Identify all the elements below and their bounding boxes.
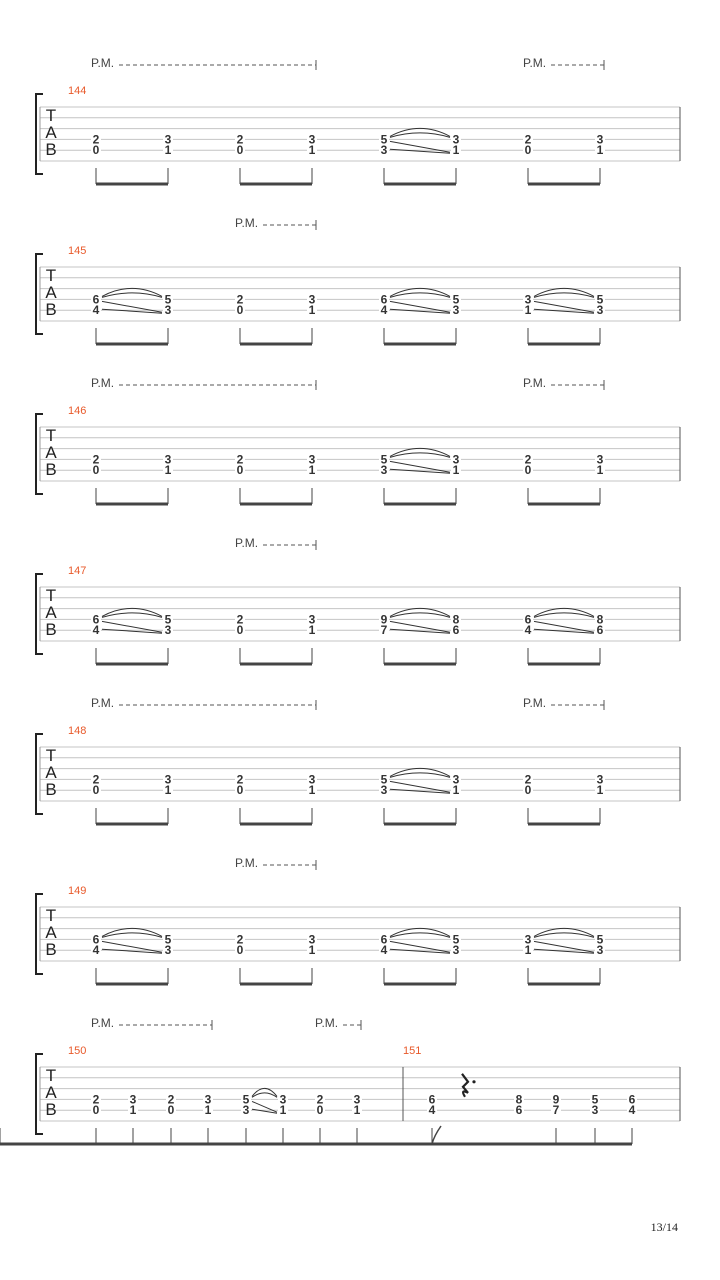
fret-number: 1 <box>524 303 532 318</box>
fret-number: 1 <box>308 623 316 638</box>
tab-clef-letter: T <box>45 106 57 125</box>
fret-number: 1 <box>308 463 316 478</box>
fret-number: 3 <box>164 943 172 958</box>
fret-number: 3 <box>596 943 604 958</box>
fret-number: 0 <box>92 783 100 798</box>
measure-number: 150 <box>68 1045 87 1057</box>
fret-number: 6 <box>524 612 532 627</box>
fret-number: 0 <box>92 143 100 158</box>
palm-mute-label: P.M. <box>235 856 259 870</box>
tab-clef-letter: A <box>45 603 57 622</box>
tie-arc <box>534 293 594 298</box>
fret-number: 6 <box>428 1092 436 1107</box>
tab-system <box>36 696 680 824</box>
fret-number: 9 <box>552 1092 560 1107</box>
fret-number: 3 <box>596 452 604 467</box>
palm-mute-label: P.M. <box>235 536 259 550</box>
fret-number: 1 <box>204 1103 212 1118</box>
tie-arc <box>390 933 450 938</box>
fret-number: 5 <box>596 292 604 307</box>
tie-arc <box>102 293 162 298</box>
fret-number: 4 <box>428 1103 436 1118</box>
fret-number: 4 <box>628 1103 636 1118</box>
fret-number: 8 <box>515 1092 523 1107</box>
rest-dot <box>472 1080 475 1083</box>
fret-number: 3 <box>164 623 172 638</box>
fret-number: 3 <box>452 132 460 147</box>
palm-mute-label: P.M. <box>523 56 547 70</box>
fret-number: 2 <box>167 1092 175 1107</box>
fret-number: 6 <box>92 932 100 947</box>
fret-number: 7 <box>380 623 388 638</box>
tie-arc <box>390 453 450 458</box>
fret-number: 0 <box>236 303 244 318</box>
palm-mute-label: P.M. <box>91 1016 115 1030</box>
fret-number: 0 <box>236 623 244 638</box>
fret-number: 6 <box>596 623 604 638</box>
fret-number: 4 <box>524 623 532 638</box>
tie-arc <box>102 933 162 938</box>
fret-number: 1 <box>279 1103 287 1118</box>
tab-clef-letter: T <box>45 746 57 765</box>
tab-clef-letter: B <box>45 140 57 159</box>
fret-number: 6 <box>380 932 388 947</box>
fret-number: 4 <box>92 303 100 318</box>
tab-clef-letter: A <box>45 1083 57 1102</box>
fret-number: 0 <box>92 463 100 478</box>
fret-number: 2 <box>236 132 244 147</box>
fret-number: 5 <box>452 932 460 947</box>
fret-number: 6 <box>515 1103 523 1118</box>
fret-number: 5 <box>591 1092 599 1107</box>
fret-number: 3 <box>164 303 172 318</box>
fret-number: 3 <box>308 452 316 467</box>
tab-clef-letter: T <box>45 266 57 285</box>
fret-number: 3 <box>279 1092 287 1107</box>
tab-clef-letter: A <box>45 283 57 302</box>
tie-arc <box>252 1093 277 1098</box>
fret-number: 0 <box>167 1103 175 1118</box>
tab-system <box>0 1016 680 1144</box>
fret-number: 5 <box>164 932 172 947</box>
fret-number: 4 <box>92 623 100 638</box>
palm-mute-label: P.M. <box>315 1016 339 1030</box>
fret-number: 3 <box>452 452 460 467</box>
fret-number: 1 <box>308 143 316 158</box>
fret-number: 2 <box>236 932 244 947</box>
fret-number: 1 <box>524 943 532 958</box>
fret-number: 3 <box>524 292 532 307</box>
fret-number: 1 <box>129 1103 137 1118</box>
fret-number: 4 <box>92 943 100 958</box>
fret-number: 5 <box>380 132 388 147</box>
palm-mute-label: P.M. <box>523 376 547 390</box>
tab-clef-letter: B <box>45 780 57 799</box>
fret-number: 2 <box>524 452 532 467</box>
fret-number: 3 <box>380 783 388 798</box>
fret-number: 3 <box>164 452 172 467</box>
fret-number: 2 <box>236 612 244 627</box>
tie-arc <box>534 613 594 618</box>
fret-number: 1 <box>452 783 460 798</box>
fret-number: 0 <box>524 463 532 478</box>
tie-arc <box>390 613 450 618</box>
fret-number: 2 <box>92 132 100 147</box>
fret-number: 5 <box>242 1092 250 1107</box>
fret-number: 3 <box>308 612 316 627</box>
fret-number: 3 <box>353 1092 361 1107</box>
fret-number: 3 <box>452 943 460 958</box>
fret-number: 0 <box>316 1103 324 1118</box>
fret-number: 3 <box>596 772 604 787</box>
tab-clef-letter: B <box>45 460 57 479</box>
palm-mute-label: P.M. <box>91 56 115 70</box>
fret-number: 5 <box>380 452 388 467</box>
tie-arc <box>390 133 450 138</box>
page-number: 13/14 <box>650 1220 678 1234</box>
fret-number: 3 <box>380 463 388 478</box>
fret-number: 6 <box>380 292 388 307</box>
fret-number: 5 <box>164 292 172 307</box>
fret-number: 1 <box>452 143 460 158</box>
fret-number: 1 <box>452 463 460 478</box>
fret-number: 2 <box>316 1092 324 1107</box>
fret-number: 4 <box>380 303 388 318</box>
tab-clef-letter: T <box>45 906 57 925</box>
fret-number: 0 <box>524 783 532 798</box>
tab-clef-letter: A <box>45 763 57 782</box>
tab-clef-letter: B <box>45 1100 57 1119</box>
fret-number: 3 <box>596 303 604 318</box>
fret-number: 1 <box>596 463 604 478</box>
fret-number: 2 <box>236 452 244 467</box>
fret-number: 0 <box>236 783 244 798</box>
fret-number: 3 <box>591 1103 599 1118</box>
fret-number: 1 <box>164 783 172 798</box>
fret-number: 5 <box>164 612 172 627</box>
tab-system <box>36 56 680 184</box>
fret-number: 6 <box>628 1092 636 1107</box>
fret-number: 3 <box>596 132 604 147</box>
note-flag <box>432 1126 441 1144</box>
fret-number: 1 <box>353 1103 361 1118</box>
tab-clef-letter: B <box>45 300 57 319</box>
fret-number: 3 <box>308 132 316 147</box>
quarter-rest <box>462 1074 468 1097</box>
fret-number: 7 <box>552 1103 560 1118</box>
tab-clef-letter: T <box>45 586 57 605</box>
fret-number: 3 <box>452 772 460 787</box>
fret-number: 1 <box>308 943 316 958</box>
fret-number: 1 <box>308 303 316 318</box>
palm-mute-label: P.M. <box>91 696 115 710</box>
fret-number: 3 <box>524 932 532 947</box>
fret-number: 6 <box>92 292 100 307</box>
fret-number: 2 <box>92 452 100 467</box>
measure-number: 146 <box>68 405 87 417</box>
fret-number: 2 <box>236 292 244 307</box>
fret-number: 3 <box>129 1092 137 1107</box>
fret-number: 1 <box>164 463 172 478</box>
measure-number: 147 <box>68 565 87 577</box>
tab-system <box>36 376 680 504</box>
fret-number: 5 <box>452 292 460 307</box>
fret-number: 3 <box>242 1103 250 1118</box>
fret-number: 0 <box>236 143 244 158</box>
tab-clef-letter: A <box>45 923 57 942</box>
fret-number: 8 <box>596 612 604 627</box>
fret-number: 3 <box>204 1092 212 1107</box>
fret-number: 5 <box>596 932 604 947</box>
fret-number: 0 <box>92 1103 100 1118</box>
fret-number: 0 <box>524 143 532 158</box>
measure-number: 144 <box>68 85 87 97</box>
tab-clef-letter: A <box>45 123 57 142</box>
measure-number: 148 <box>68 725 87 737</box>
fret-number: 3 <box>308 772 316 787</box>
tie-arc <box>390 773 450 778</box>
palm-mute-label: P.M. <box>235 216 259 230</box>
palm-mute-label: P.M. <box>91 376 115 390</box>
fret-number: 2 <box>92 772 100 787</box>
fret-number: 1 <box>308 783 316 798</box>
tab-clef-letter: A <box>45 443 57 462</box>
tab-system <box>36 216 680 344</box>
fret-number: 2 <box>524 772 532 787</box>
tab-system <box>36 536 680 664</box>
measure-number: 151 <box>403 1045 422 1057</box>
fret-number: 1 <box>164 143 172 158</box>
fret-number: 3 <box>308 932 316 947</box>
tab-system <box>36 856 680 984</box>
measure-number: 149 <box>68 885 87 897</box>
tie-arc <box>534 933 594 938</box>
fret-number: 2 <box>524 132 532 147</box>
fret-number: 3 <box>164 132 172 147</box>
tie-arc <box>102 613 162 618</box>
tab-clef-letter: B <box>45 940 57 959</box>
fret-number: 6 <box>92 612 100 627</box>
fret-number: 1 <box>596 783 604 798</box>
measure-number: 145 <box>68 245 87 257</box>
fret-number: 6 <box>452 623 460 638</box>
fret-number: 8 <box>452 612 460 627</box>
fret-number: 9 <box>380 612 388 627</box>
fret-number: 2 <box>92 1092 100 1107</box>
tie-arc <box>390 293 450 298</box>
fret-number: 1 <box>596 143 604 158</box>
palm-mute-label: P.M. <box>523 696 547 710</box>
fret-number: 5 <box>380 772 388 787</box>
fret-number: 3 <box>380 143 388 158</box>
fret-number: 0 <box>236 463 244 478</box>
fret-number: 0 <box>236 943 244 958</box>
fret-number: 4 <box>380 943 388 958</box>
fret-number: 3 <box>452 303 460 318</box>
fret-number: 3 <box>164 772 172 787</box>
tab-clef-letter: T <box>45 1066 57 1085</box>
fret-number: 3 <box>308 292 316 307</box>
tab-clef-letter: T <box>45 426 57 445</box>
tab-clef-letter: B <box>45 620 57 639</box>
fret-number: 2 <box>236 772 244 787</box>
